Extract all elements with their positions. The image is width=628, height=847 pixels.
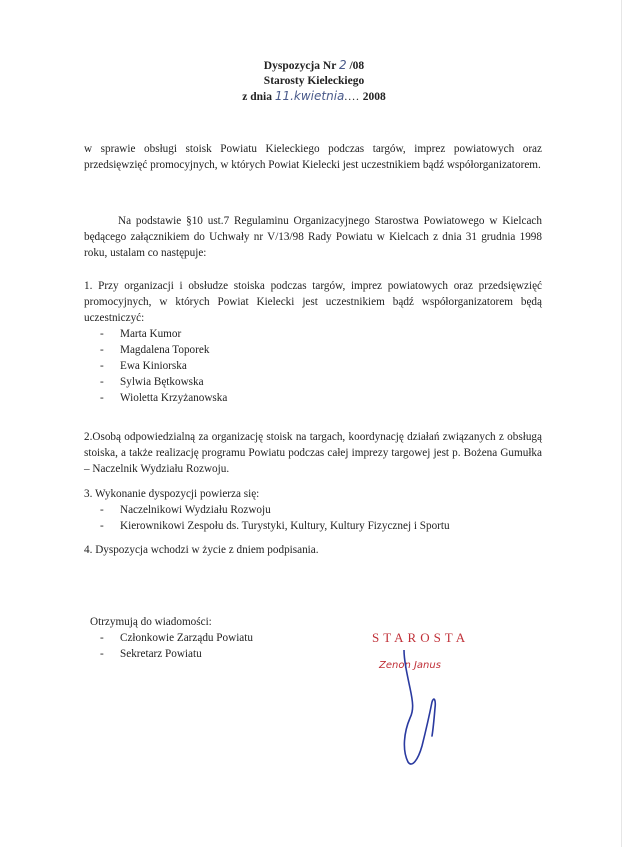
participants-list — [100, 326, 227, 406]
list-item: - Ewa Kiniorska — [100, 358, 227, 374]
issuer-line: Starosty Kieleckiego — [263, 75, 365, 87]
date-dots: .... — [344, 91, 360, 103]
point-2-paragraph: 2.Osobą odpowiedzialną za organizację stoisk na targach, koordynację działań związanych z obsługą stoiska, a także realizację programu Powiatu podczas całej imprezy targowej jest p. Bożena Gumułka – Naczelnik Wydziału Rozwoju. — [84, 431, 542, 475]
handwritten-date: 11.kwietnia — [274, 89, 345, 103]
title-suffix: /08 — [346, 60, 365, 72]
page-edge — [621, 0, 622, 847]
handwritten-number: 2 — [338, 58, 347, 72]
title-prefix: Dyspozycja Nr — [263, 60, 339, 72]
starosta-stamp-name: Zenon Janus — [379, 660, 441, 671]
point-3-heading: 3. Wykonanie dyspozycji powierza się: — [84, 488, 260, 500]
point-1-paragraph: 1. Przy organizacji i obsłudze stoiska podczas targów, imprez powiatowych oraz przedsięwzięć promocyjnych, w których Powiat Kielecki jest uczestnikiem bądź współorganizatorem będą uczestniczyć: — [84, 280, 542, 324]
list-item: - Sekretarz Powiatu — [100, 646, 253, 662]
executors-list — [100, 502, 450, 534]
date-line — [0, 89, 628, 105]
subject-paragraph: w sprawie obsługi stoisk Powiatu Kieleckiego podczas targów, imprez powiatowych oraz przedsięwzięć promocyjnych, w których Powiat Kielecki jest uczestnikiem bądź współorganizatorem. — [84, 143, 542, 171]
list-item: - Sylwia Bętkowska — [100, 374, 227, 390]
starosta-stamp-title: STAROSTA — [372, 630, 470, 645]
date-year: 2008 — [359, 91, 386, 103]
list-item: - Wioletta Krzyżanowska — [100, 390, 227, 406]
recipients-list — [100, 630, 253, 662]
title-line — [0, 58, 628, 74]
list-item: - Magdalena Toporek — [100, 342, 227, 358]
list-item: - Członkowie Zarządu Powiatu — [100, 630, 253, 646]
list-item: - Marta Kumor — [100, 326, 227, 342]
date-prefix: z dnia — [242, 91, 275, 103]
recipients-heading: Otrzymują do wiadomości: — [90, 616, 212, 628]
document-header — [0, 58, 628, 105]
legal-basis-paragraph: Na podstawie §10 ust.7 Regulaminu Organizacyjnego Starostwa Powiatowego w Kielcach będącego załącznikiem do Uchwały nr V/13/98 Rady Powiatu w Kielcach z dnia 31 grudnia 1998 roku, ustalam co następuje: — [84, 215, 542, 259]
list-item: - Naczelnikowi Wydziału Rozwoju — [100, 502, 450, 518]
list-item: - Kierownikowi Zespołu ds. Turystyki, Kultury, Kultury Fizycznej i Sportu — [100, 518, 450, 534]
point-4-paragraph: 4. Dyspozycja wchodzi w życie z dniem podpisania. — [84, 544, 319, 556]
handwritten-signature — [360, 650, 480, 770]
